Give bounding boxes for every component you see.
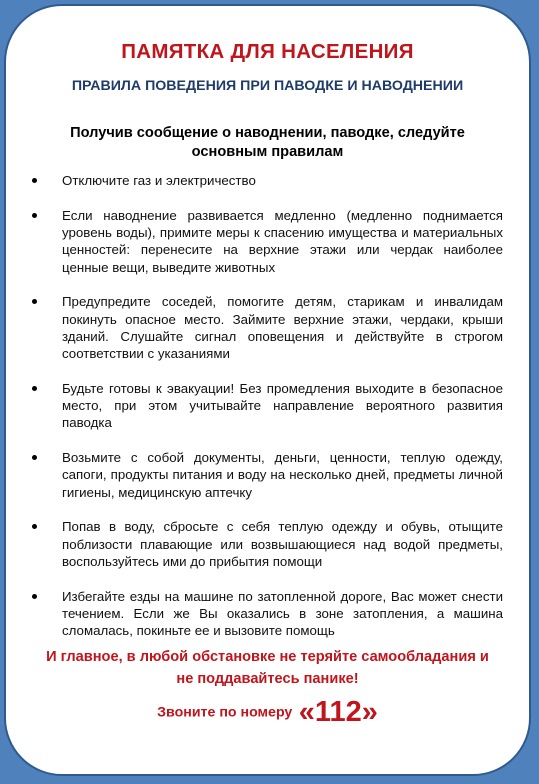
intro-text: Получив сообщение о наводнении, паводке, следуйте основным правилам	[70, 125, 465, 160]
bullet-icon	[32, 178, 37, 183]
list-item	[6, 588, 529, 640]
closing-warning: И главное, в любой обстановке не теряйте самообладания и не поддавайтесь панике!	[46, 649, 489, 687]
list-item	[6, 207, 529, 276]
bullet-icon	[32, 386, 37, 391]
page-title: ПАМЯТКА ДЛЯ НАСЕЛЕНИЯ	[121, 40, 414, 63]
emergency-call	[6, 696, 529, 729]
rule-text: Если наводнение развивается медленно (медленно поднимается уровень воды), примите меры к спасению имущества и материальных ценностей: перенесите на верхние этажи или чердак наиболее ценные вещи, выведите животных	[62, 207, 503, 275]
rule-text: Будьте готовы к эвакуации! Без промедления выходите в безопасное место, при этом учитывайте направление вероятного развития паводка	[62, 380, 503, 431]
rule-text: Избегайте езды на машине по затопленной дороге, Вас может снести течением. Если же Вы оказались в зоне затопления, а машина сломалась, покиньте ее и вызовите помощь	[62, 588, 503, 639]
rules-list	[6, 172, 529, 657]
leaflet-card	[4, 4, 531, 776]
list-item	[6, 293, 529, 362]
emergency-number: «112»	[298, 696, 378, 728]
bullet-icon	[32, 524, 37, 529]
list-item	[6, 380, 529, 432]
list-item	[6, 172, 529, 189]
bullet-icon	[32, 455, 37, 460]
list-item	[6, 449, 529, 501]
page-subtitle: ПРАВИЛА ПОВЕДЕНИЯ ПРИ ПАВОДКЕ И НАВОДНЕНИИ	[71, 78, 464, 94]
rule-text: Попав в воду, сбросьте с себя теплую одежду и обувь, отыщите поблизости плавающие или возвышающиеся над водой предметы, воспользуйтесь ими до прибытия помощи	[62, 519, 503, 569]
rule-text: Отключите газ и электричество	[62, 173, 256, 188]
bullet-icon	[32, 213, 37, 218]
rule-text: Предупредите соседей, помогите детям, старикам и инвалидам покинуть опасное место. Займите верхние этажи, чердаки, крыши зданий. Слушайте сигнал оповещения и действуйте в строгом соответствии с указаниями	[62, 294, 503, 362]
list-item	[6, 518, 529, 570]
call-label: Звоните по номеру	[157, 704, 293, 721]
bullet-icon	[32, 594, 37, 599]
rule-text: Возьмите с собой документы, деньги, ценности, теплую одежду, сапоги, продукты питания и воду на несколько дней, предметы личной гигиены, медицинскую аптечку	[62, 450, 503, 500]
bullet-icon	[32, 299, 37, 304]
